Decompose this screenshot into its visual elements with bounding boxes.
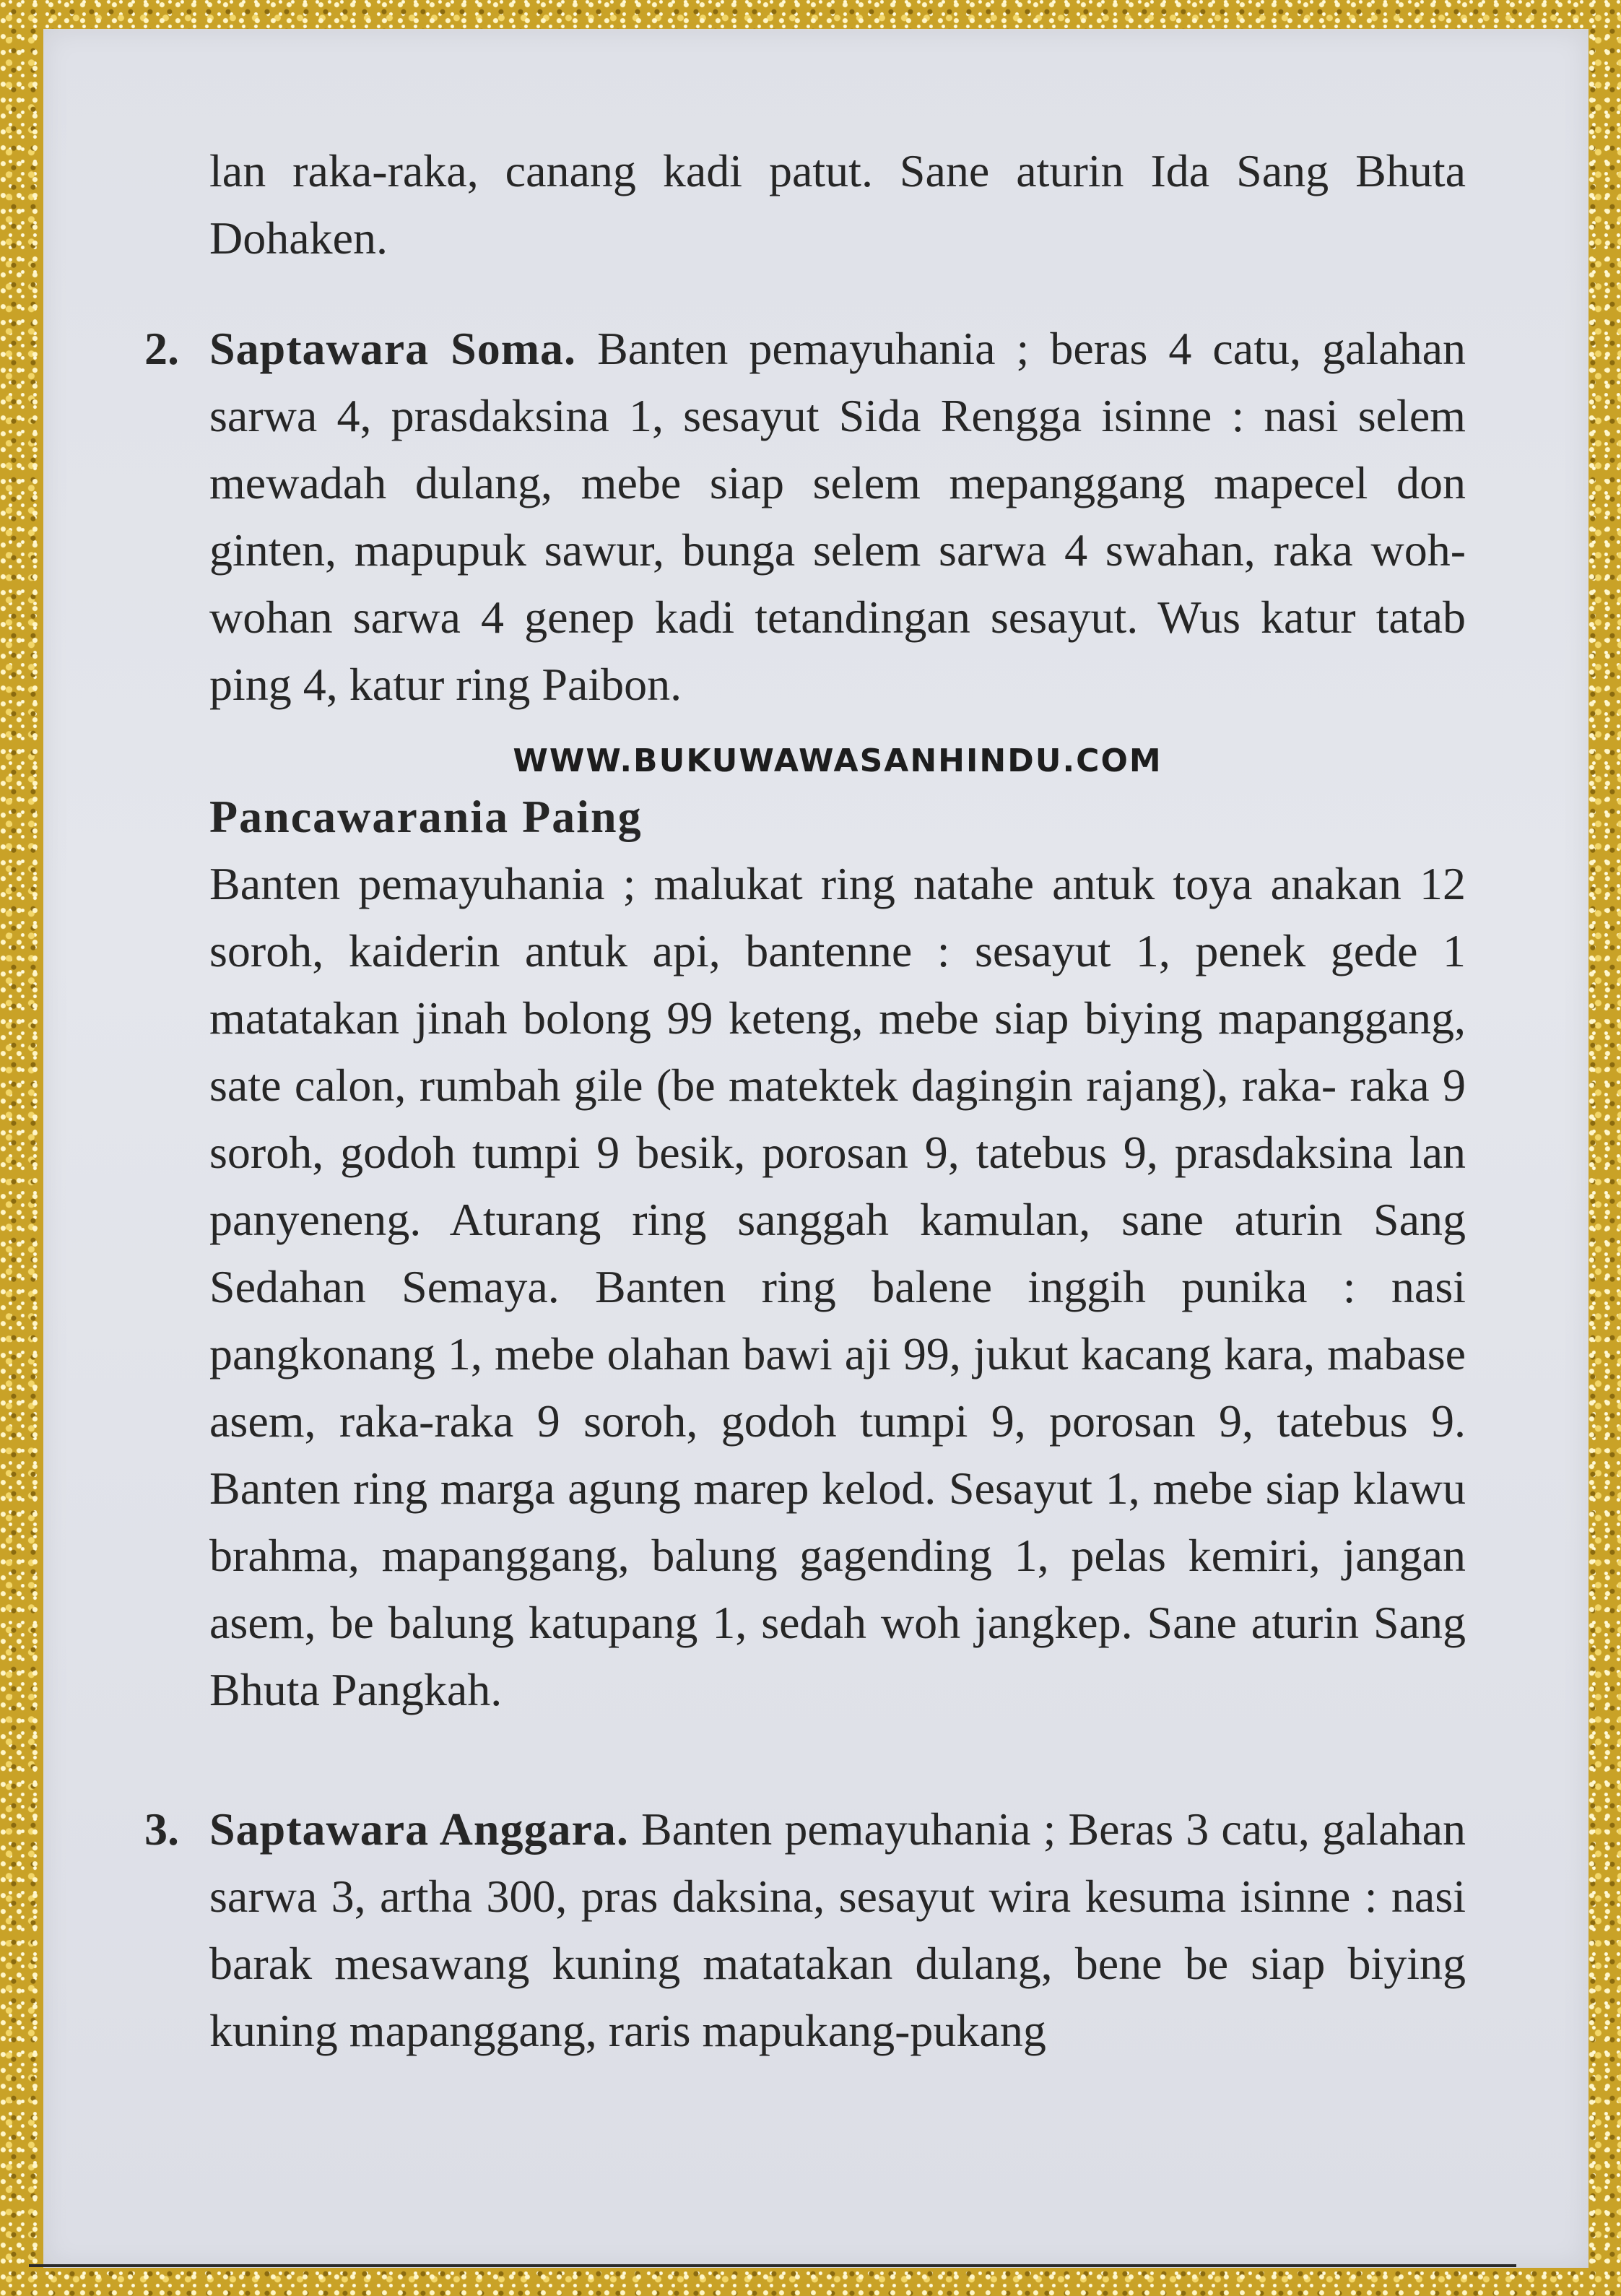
- item-paragraph: [209, 315, 1466, 718]
- item-text: Banten pemayuhania ; beras 4 catu, galahan sarwa 4, prasdaksina 1, sesayut Sida Rengga isinne : nasi selem mewadah dulang, mebe siap selem mepanggang mapecel don ginten, mapupuk sawur, bunga selem sarwa 4 swahan, raka woh-wohan sarwa 4 genep kadi tetandingan sesayut. Wus katur tatab ping 4, katur ring Paibon.: [209, 323, 1466, 710]
- bottom-rule-divider: [29, 2264, 1516, 2267]
- list-item-2: [116, 315, 1466, 718]
- section-title: Pancawarania Paing: [209, 791, 643, 842]
- opening-paragraph: lan raka-raka, canang kadi patut. Sane aturin Ida Sang Bhuta Dohaken.: [209, 145, 1466, 264]
- item-number: 2.: [144, 323, 179, 374]
- watermark-url: WWW.BUKUWAWASANHINDU.COM: [513, 742, 1162, 779]
- item-number: 3.: [144, 1803, 179, 1855]
- item-paragraph: [209, 1795, 1466, 2064]
- document-page: [116, 137, 1466, 2064]
- item-heading: Saptawara Anggara.: [209, 1803, 629, 1855]
- section-paragraph: Banten pemayuhania ; malukat ring natahe antuk toya anakan 12 soroh, kaiderin antuk api, bantenne : sesayut 1, penek gede 1 matatakan jinah bolong 99 keteng, mebe siap biying mapanggang, sate calon, rumbah gile (be matektek dagingin rajang), raka- raka 9 soroh, godoh tumpi 9 besik, porosan 9, tatebus 9, prasdaksina lan panyeneng. Aturang ring sanggah kamulan, sane aturin Sang Sedahan Semaya. Banten ring balene inggih punika : nasi pangkonang 1, mebe olahan bawi aji 99, jukut kacang kara, mabase asem, raka-raka 9 soroh, godoh tumpi 9, porosan 9, tatebus 9. Banten ring marga agung marep kelod. Sesayut 1, mebe siap klawu brahma, mapanggang, balung gagending 1, pelas kemiri, jangan asem, be balung katupang 1, sedah woh jangkep. Sane aturin Sang Bhuta Pangkah.: [209, 858, 1466, 1715]
- item-text: Banten pemayuhania ; Beras 3 catu, galahan sarwa 3, artha 300, pras daksina, sesayut wira kesuma isinne : nasi barak mesawang kuning matatakan dulang, bene be siap biying kuning mapanggang, raris mapukang-pukang: [209, 1803, 1466, 2056]
- list-item-3: [116, 1795, 1466, 2064]
- item-heading: Saptawara Soma.: [209, 323, 577, 374]
